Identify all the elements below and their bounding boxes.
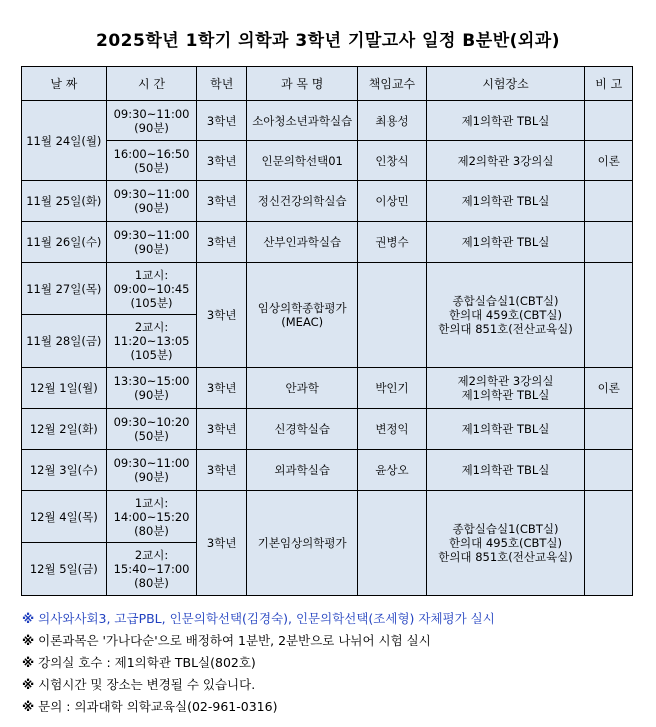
subject-cell: 기본임상의학평가 (246, 491, 357, 596)
note-cell (585, 222, 633, 263)
time-cell: 2교시: 15:40~17:00 (80분) (106, 543, 197, 596)
note-mark: ※ (22, 611, 35, 626)
note-cell (585, 450, 633, 491)
place-cell: 제2의학관 3강의실 제1의학관 TBL실 (426, 368, 585, 409)
date-cell: 12월 1일(월) (22, 368, 107, 409)
date-cell: 11월 27일(목) (22, 263, 107, 315)
place-cell: 제1의학관 TBL실 (426, 101, 585, 141)
date-cell: 11월 26일(수) (22, 222, 107, 263)
professor-cell: 이상민 (358, 181, 426, 222)
date-cell: 12월 5일(금) (22, 543, 107, 596)
page-title: 2025학년 1학기 의학과 3학년 기말고사 일정 B분반(외과) (96, 31, 560, 51)
date-cell: 12월 4일(목) (22, 491, 107, 543)
note-cell (585, 263, 633, 368)
time-cell: 09:30~11:00 (90분) (106, 181, 197, 222)
time-cell: 09:30~11:00 (90분) (106, 101, 197, 141)
subject-cell: 산부인과학실습 (246, 222, 357, 263)
place-cell: 제1의학관 TBL실 (426, 409, 585, 450)
time-cell: 09:30~11:00 (90분) (106, 222, 197, 263)
note-line (22, 630, 642, 652)
place-cell: 종합실습실1(CBT실) 한의대 459호(CBT실) 한의대 851호(전산교육실) (426, 263, 585, 368)
note-cell (585, 181, 633, 222)
note-line (22, 696, 642, 718)
grade-cell: 3학년 (197, 141, 247, 181)
note-text: 이론과목은 '가나다순'으로 배정하여 1분반, 2분반으로 나뉘어 시험 실시 (38, 633, 431, 648)
time-cell: 2교시: 11:20~13:05 (105분) (106, 315, 197, 368)
professor-cell: 최용성 (358, 101, 426, 141)
subject-cell: 인문의학선택01 (246, 141, 357, 181)
note-cell (585, 409, 633, 450)
header-note: 비 고 (585, 67, 633, 101)
date-cell: 12월 2일(화) (22, 409, 107, 450)
professor-cell: 권병수 (358, 222, 426, 263)
header-date: 날 짜 (22, 67, 107, 101)
note-cell (585, 101, 633, 141)
note-text: 시험시간 및 장소는 변경될 수 있습니다. (38, 677, 256, 692)
professor-cell: 인창식 (358, 141, 426, 181)
table-row (22, 409, 633, 450)
table-header-row (22, 67, 633, 101)
table-row (22, 141, 633, 181)
note-cell: 이론 (585, 141, 633, 181)
exam-schedule-table (21, 66, 633, 596)
subject-cell: 정신건강의학실습 (246, 181, 357, 222)
header-subject: 과 목 명 (246, 67, 357, 101)
time-cell: 13:30~15:00 (90분) (106, 368, 197, 409)
date-cell: 11월 28일(금) (22, 315, 107, 368)
note-line (22, 674, 642, 696)
professor-cell: 윤상오 (358, 450, 426, 491)
note-text: 의사와사회3, 고급PBL, 인문의학선택(김경숙), 인문의학선택(조세형) 자체평가 실시 (38, 611, 495, 626)
time-cell: 1교시: 14:00~15:20 (80분) (106, 491, 197, 543)
table-row (22, 368, 633, 409)
place-cell: 제1의학관 TBL실 (426, 181, 585, 222)
date-cell: 11월 24일(월) (22, 101, 107, 181)
time-cell: 09:30~10:20 (50분) (106, 409, 197, 450)
professor-cell: 박인기 (358, 368, 426, 409)
grade-cell: 3학년 (197, 181, 247, 222)
subject-cell: 신경학실습 (246, 409, 357, 450)
date-cell: 12월 3일(수) (22, 450, 107, 491)
table-row (22, 222, 633, 263)
note-line (22, 608, 642, 630)
subject-cell: 안과학 (246, 368, 357, 409)
table-row (22, 491, 633, 543)
date-cell: 11월 25일(화) (22, 181, 107, 222)
grade-cell: 3학년 (197, 368, 247, 409)
place-cell: 제2의학관 3강의실 (426, 141, 585, 181)
table-row (22, 450, 633, 491)
note-cell: 이론 (585, 368, 633, 409)
note-mark: ※ (22, 655, 35, 670)
grade-cell: 3학년 (197, 409, 247, 450)
header-time: 시 간 (106, 67, 197, 101)
grade-cell: 3학년 (197, 263, 247, 368)
professor-cell: 변정익 (358, 409, 426, 450)
place-cell: 제1의학관 TBL실 (426, 450, 585, 491)
table-row (22, 101, 633, 141)
grade-cell: 3학년 (197, 101, 247, 141)
time-cell: 1교시: 09:00~10:45 (105분) (106, 263, 197, 315)
subject-cell: 외과학실습 (246, 450, 357, 491)
time-cell: 09:30~11:00 (90분) (106, 450, 197, 491)
note-mark: ※ (22, 633, 35, 648)
header-place: 시험장소 (426, 67, 585, 101)
table-row (22, 181, 633, 222)
professor-cell (358, 491, 426, 596)
note-cell (585, 491, 633, 596)
grade-cell: 3학년 (197, 450, 247, 491)
note-text: 문의 : 의과대학 의학교육실(02-961-0316) (38, 699, 278, 714)
subject-cell: 임상의학종합평가 (MEAC) (246, 263, 357, 368)
grade-cell: 3학년 (197, 222, 247, 263)
header-grade: 학년 (197, 67, 247, 101)
header-professor: 책임교수 (358, 67, 426, 101)
note-line (22, 652, 642, 674)
note-mark: ※ (22, 699, 35, 714)
note-mark: ※ (22, 677, 35, 692)
notes-section (22, 608, 642, 718)
professor-cell (358, 263, 426, 368)
table-row (22, 263, 633, 315)
place-cell: 종합실습실1(CBT실) 한의대 495호(CBT실) 한의대 851호(전산교육실) (426, 491, 585, 596)
place-cell: 제1의학관 TBL실 (426, 222, 585, 263)
time-cell: 16:00~16:50 (50분) (106, 141, 197, 181)
note-text: 강의실 호수 : 제1의학관 TBL실(802호) (38, 655, 256, 670)
subject-cell: 소아청소년과학실습 (246, 101, 357, 141)
grade-cell: 3학년 (197, 491, 247, 596)
